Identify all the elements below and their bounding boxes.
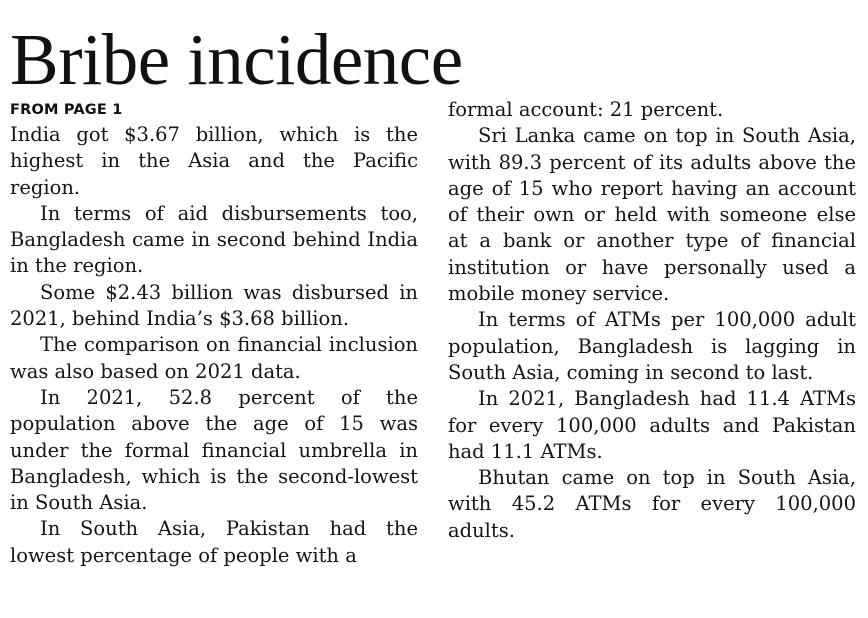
article-paragraph: Bhutan came on top in South Asia, with 45.2 ATMs for every 100,000 adults. <box>448 466 856 542</box>
article-paragraph: In 2021, 52.8 percent of the population above the age of 15 was under the formal financial umbrella in Bangladesh, which is the second-lowest in South Asia. <box>10 385 418 515</box>
headline: Bribe incidence <box>10 19 463 100</box>
article-paragraph: In 2021, Bangladesh had 11.4 ATMs for every 100,000 adults and Pakistan had 11.1 ATMs. <box>448 387 856 463</box>
article-column-left <box>10 122 418 569</box>
article-column-right <box>448 97 856 544</box>
article-paragraph: India got $3.67 billion, which is the highest in the Asia and the Pacific region. <box>10 123 418 199</box>
from-page-kicker: FROM PAGE 1 <box>10 102 123 118</box>
article-paragraph: Sri Lanka came on top in South Asia, with 89.3 percent of its adults above the age of 15 who report having an account of their own or held with someone else at a bank or another type of financial institution or have personally used a mobile money service. <box>448 124 856 306</box>
article-paragraph: In terms of ATMs per 100,000 adult population, Bangladesh is lagging in South Asia, coming in second to last. <box>448 308 856 384</box>
article-paragraph: In South Asia, Pakistan had the lowest percentage of people with a <box>10 517 418 567</box>
article-paragraph: formal account: 21 percent. <box>448 98 724 121</box>
article-paragraph: Some $2.43 billion was disbursed in 2021, behind India’s $3.68 billion. <box>10 280 418 331</box>
article-paragraph: The comparison on financial inclusion was also based on 2021 data. <box>10 333 418 383</box>
article-paragraph: In terms of aid disbursements too, Bangladesh came in second behind India in the region. <box>10 201 418 278</box>
